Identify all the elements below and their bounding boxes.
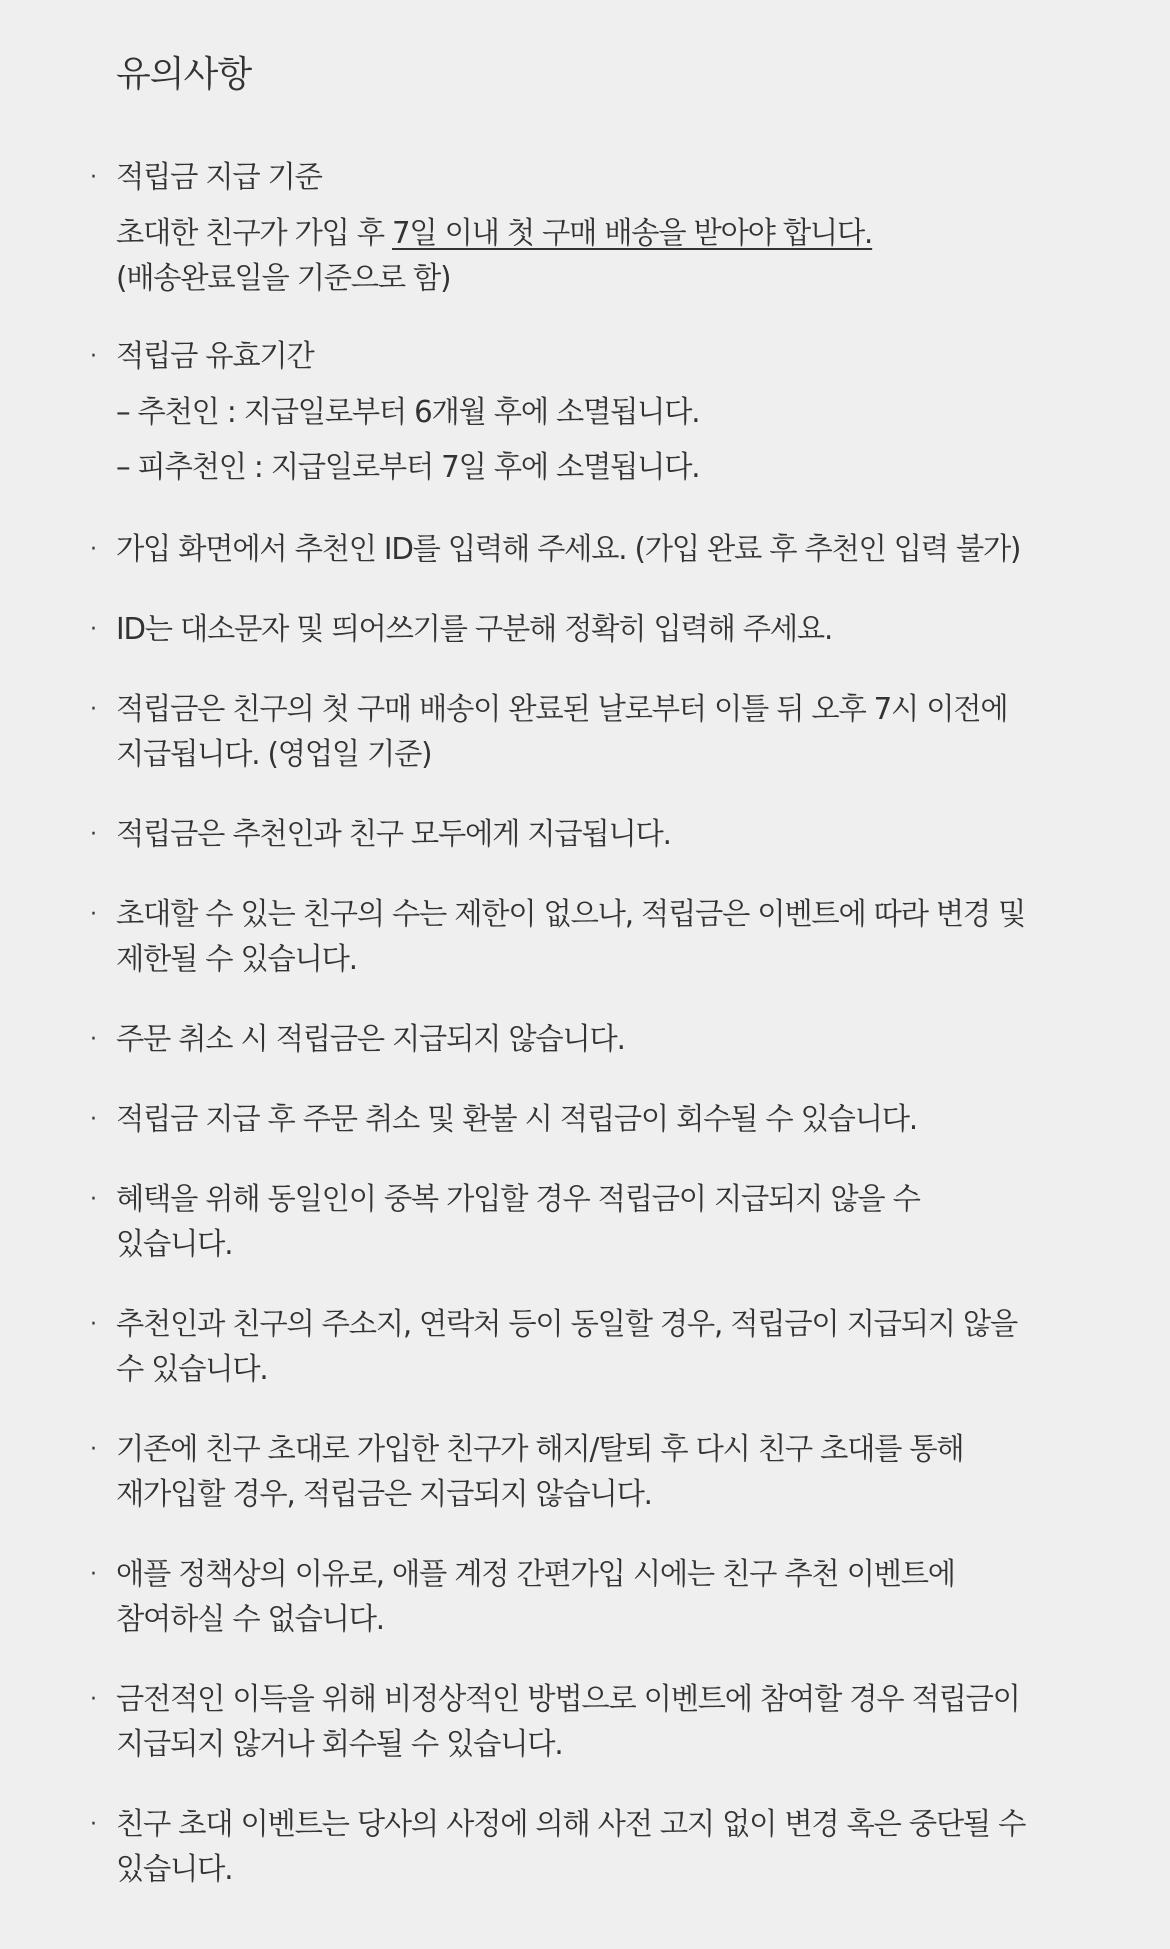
item-text-cont: 참여하실 수 없습니다. <box>116 1602 384 1637</box>
list-item <box>90 812 1116 857</box>
item-text-cont: 있습니다. <box>116 1227 233 1262</box>
item-text: ID는 대소문자 및 띄어쓰기를 구분해 정확히 입력해 주세요. <box>116 612 833 647</box>
item-text: 혜택을 위해 동일인이 중복 가입할 경우 적립금이 지급되지 않을 수 <box>116 1182 920 1217</box>
item-text: 적립금은 친구의 첫 구매 배송이 완료된 날로부터 이틀 뒤 오후 7시 이전에 <box>116 692 1008 727</box>
list-item-validity-period <box>90 334 1116 490</box>
list-item <box>90 1802 1116 1892</box>
bullet-icon: · <box>90 822 96 847</box>
item-sub-referee: – 피추천인 : 지급일로부터 7일 후에 소멸됩니다. <box>116 450 700 485</box>
item-text: 애플 정책상의 이유로, 애플 계정 간편가입 시에는 친구 추천 이벤트에 <box>116 1557 955 1592</box>
item-detail <box>116 211 1090 256</box>
list-item <box>90 1427 1116 1517</box>
list-item <box>90 687 1116 777</box>
item-text-cont: 있습니다. <box>116 1852 233 1887</box>
detail-underlined-text: 7일 이내 첫 구매 배송을 받아야 합니다. <box>392 216 873 251</box>
bullet-icon: · <box>90 617 96 642</box>
item-text: 적립금 지급 후 주문 취소 및 환불 시 적립금이 회수될 수 있습니다. <box>116 1102 917 1137</box>
item-text: 친구 초대 이벤트는 당사의 사정에 의해 사전 고지 없이 변경 혹은 중단될 수 <box>116 1807 1026 1842</box>
list-item <box>90 892 1116 982</box>
list-item <box>90 1177 1116 1267</box>
bullet-icon: · <box>90 1187 96 1212</box>
item-text-cont: 지급됩니다. (영업일 기준) <box>116 737 432 772</box>
bullet-icon: · <box>90 902 96 927</box>
list-item <box>90 527 1116 572</box>
item-text-cont: 지급되지 않거나 회수될 수 있습니다. <box>116 1727 563 1762</box>
bullet-icon: · <box>90 697 96 722</box>
bullet-icon: · <box>90 344 96 369</box>
item-text: 초대할 수 있는 친구의 수는 제한이 없으나, 적립금은 이벤트에 따라 변경 및 <box>116 897 1026 932</box>
item-detail-note: (배송완료일을 기준으로 함) <box>116 261 451 296</box>
item-text-cont: 제한될 수 있습니다. <box>116 942 357 977</box>
bullet-icon: · <box>90 1027 96 1052</box>
bullet-icon: · <box>90 1812 96 1837</box>
item-text: 적립금은 추천인과 친구 모두에게 지급됩니다. <box>116 817 671 852</box>
list-item <box>90 1677 1116 1767</box>
list-item <box>90 1302 1116 1392</box>
list-item-reward-criteria <box>90 155 1116 301</box>
item-text: 주문 취소 시 적립금은 지급되지 않습니다. <box>116 1022 625 1057</box>
item-sub-referrer: – 추천인 : 지급일로부터 6개월 후에 소멸됩니다. <box>116 395 700 430</box>
item-heading: 적립금 유효기간 <box>116 339 314 374</box>
bullet-icon: · <box>90 1687 96 1712</box>
list-item <box>90 1552 1116 1642</box>
item-text: 가입 화면에서 추천인 ID를 입력해 주세요. (가입 완료 후 추천인 입력 불가) <box>116 532 1021 567</box>
list-item <box>90 1017 1116 1062</box>
bullet-icon: · <box>90 165 96 190</box>
bullet-icon: · <box>90 537 96 562</box>
detail-text: 초대한 친구가 가입 후 <box>116 216 393 251</box>
item-text: 금전적인 이득을 위해 비정상적인 방법으로 이벤트에 참여할 경우 적립금이 <box>116 1682 1020 1717</box>
bullet-icon: · <box>90 1312 96 1337</box>
item-heading: 적립금 지급 기준 <box>116 160 322 195</box>
list-item <box>90 607 1116 652</box>
item-text: 추천인과 친구의 주소지, 연락처 등이 동일할 경우, 적립금이 지급되지 않을 <box>116 1307 1018 1342</box>
bullet-icon: · <box>90 1107 96 1132</box>
bullet-icon: · <box>90 1437 96 1462</box>
item-text-cont: 재가입할 경우, 적립금은 지급되지 않습니다. <box>116 1477 652 1512</box>
list-item <box>90 1097 1116 1142</box>
item-text: 기존에 친구 초대로 가입한 친구가 해지/탈퇴 후 다시 친구 초대를 통해 <box>116 1432 964 1467</box>
bullet-icon: · <box>90 1562 96 1587</box>
item-text-cont: 수 있습니다. <box>116 1352 268 1387</box>
notice-title: 유의사항 <box>116 54 252 95</box>
